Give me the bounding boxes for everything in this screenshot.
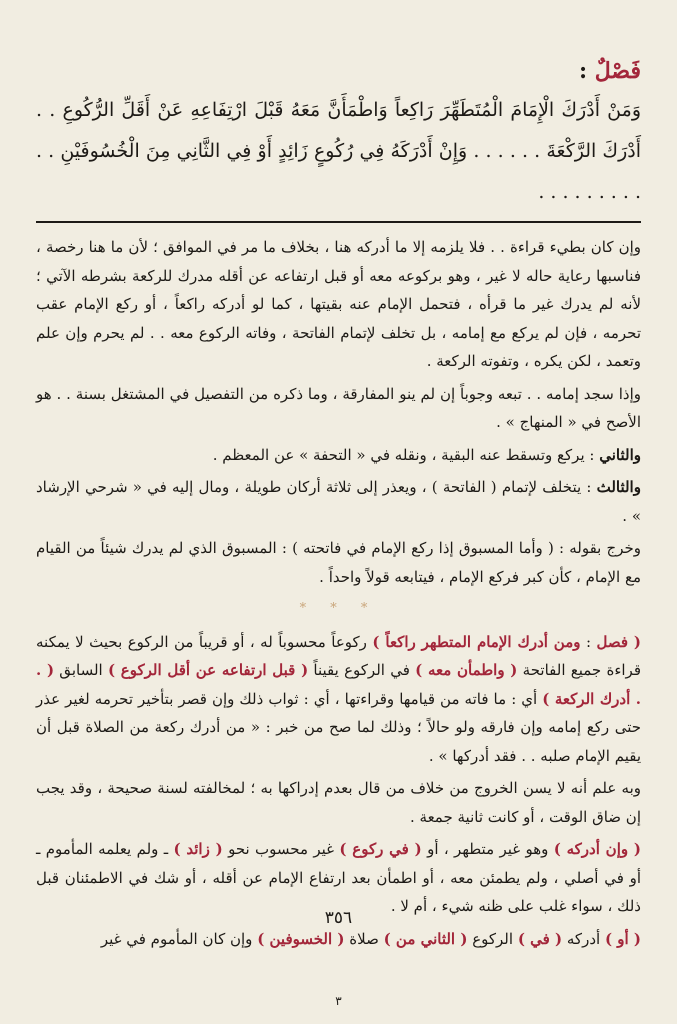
- sharh-fasl-paragraph: [36, 628, 641, 771]
- quoted-matn-6: ( في ركوع ): [339, 840, 422, 858]
- sharh-paragraph-4: [36, 473, 641, 530]
- sharh-seg-2: في الركوع يقيناً: [308, 661, 416, 679]
- sharh-seg-10: صلاة: [344, 929, 384, 948]
- sharh-fasl-colon: :: [585, 632, 592, 651]
- sharh-text-second: : يركع وتسقط عنه البقية ، ونقله في « التحفة » عن المعظم .: [212, 445, 595, 464]
- matn-fasl-colon: :: [578, 58, 588, 84]
- quoted-matn-7: ( زائد ): [173, 840, 223, 858]
- quoted-matn-11: ( الخسوفين ): [257, 929, 345, 948]
- matn-section: [36, 52, 641, 213]
- quoted-matn-5: ( وإن أدركه ): [553, 840, 642, 858]
- quoted-matn-9: ( في ): [517, 929, 563, 948]
- sharh-seg-6: غير محسوب نحو: [222, 840, 340, 858]
- quoted-matn-10: ( الثاني من ): [383, 929, 468, 948]
- matn-text: وَمَنْ أَدْرَكَ الْإِمَامَ الْمُتَطَهِّرَ رَاكِعاً وَاطْمَأَنَّ مَعَهُ قَبْلَ ارْتِفَاعِهِ عَنْ أَقَلِّ الرُّكُوعِ . . أَدْرَكَ الرَّكْعَةَ . . . . . . وَإِنْ أَدْرَكَهُ فِي رُكُوعٍ زَائِدٍ أَوْ فِي الثَّانِي مِنَ الْخُسُوفَيْنِ . . . . . . . . . . .: [36, 99, 641, 203]
- separator-rule: [36, 221, 641, 223]
- sharh-paragraph-7: وبه علم أنه لا يسن الخروج من خلاف من قال بعدم إدراكها به ؛ لمخالفته لسنة صحيحة ، وقد يجب إن ضاق الوقت ، أو كانت ثانية جمعة .: [36, 779, 641, 826]
- matn-fasl-heading: [36, 52, 641, 90]
- sharh-paragraph-9: [36, 925, 641, 954]
- sharh-paragraph-3: [36, 441, 641, 470]
- sharh-seg-11: وإن كان المأموم في غير: [100, 929, 258, 948]
- sharh-paragraph-5: وخرج بقوله : ( وأما المسبوق إذا ركع الإمام في فاتحته ) : المسبوق الذي لم يدرك شيئاً من القيام مع الإمام ، كأن كبر فركع الإمام ، فيتابعه قولاً واحداً .: [36, 539, 641, 586]
- sharh-seg-5: وهو غير متطهر ، أو: [421, 840, 554, 858]
- sharh-paragraph-2: وإذا سجد إمامه . . تبعه وجوباً إن لم ينو المفارقة ، وما ذكره من التفصيل في المشتغل بسنة . . هو الأصح في « المنهاج » .: [36, 384, 641, 431]
- sharh-paragraph-1: وإن كان بطيء قراءة . . فلا يلزمه إلا ما أدركه هنا ، بخلاف ما مر في الموافق ؛ لأن ما هنا رخصة ، فناسبها رعاية حاله لا غير ، وهو بركوعه معه أو قبل ارتفاعه عن أقله مدرك للركعة بشرطه الآتي ؛ لأنه لم يدرك غير ما قرأه ، فتحمل الإمام عنه بقيتها ، كما لو أدركه راكعاً ، أو ركع الإمام عقب تحرمه ، فإن لم يركع مع إمامه ، بل تخلف لإتمام الفاتحة ، وفاته الركوع معه . . لم يحرم وإن علم وتعمد ، لكن يكره ، وتفوته الركعة .: [36, 238, 641, 370]
- sharh-section: [36, 233, 641, 953]
- sharh-seg-7: ـ ولم يعلمه المأموم ـ أو في أصلي ، ولم يطمئن معه ، أو اطمأن بعد ارتفاع الإمام عن أقله ، أو شك في الاطمئنان قبل ذلك ، سواء غلب على ظنه شيء ، أم لا .: [36, 840, 641, 915]
- quoted-matn-4: ( . . أدرك الركعة ): [36, 661, 642, 708]
- sharh-fasl-label: ( فصل: [596, 632, 642, 651]
- matn-fasl-label: فَصْلٌ: [594, 58, 641, 84]
- sharh-seg-1: ركوعاً محسوباً له ، أو قريباً من الركوع بحيث لا يمكنه قراءة جميع الفاتحة: [36, 632, 641, 679]
- sharh-label-second: والثاني: [599, 445, 641, 464]
- page-number: ٣٥٦: [324, 908, 353, 928]
- quoted-matn-1: ومن أدرك الإمام المتطهر راكعاً ): [372, 632, 581, 651]
- sharh-seg-3: السابق: [54, 661, 108, 679]
- quoted-matn-2: ( واطمأن معه ): [415, 661, 518, 679]
- sharh-seg-4: أي : ما فاته من قيامها وقراءتها ، أي : ثواب ذلك وإن قصر بتأخير تحرمه لغير عذر حتى ركع إمامه وإن فارقه ولو حالاً ؛ وذلك لما صح من خبر : « من أدرك ركعة من الصلاة قبل أن يقيم الإمام صلبه . . فقد أدركها » .: [36, 689, 641, 765]
- section-stars-divider: * * *: [299, 601, 378, 616]
- quoted-matn-3: ( قبل ارتفاعه عن أقل الركوع ): [107, 661, 309, 679]
- sharh-label-third: والثالث: [596, 478, 641, 496]
- sharh-seg-9: الركوع: [467, 929, 518, 948]
- sharh-text-third: : يتخلف لإتمام ( الفاتحة ) ، ويعذر إلى ثلاثة أركان طويلة ، ومال إليه في « شرحي الإرشاد » .: [36, 478, 641, 525]
- footer-mark: ٣: [335, 994, 342, 1008]
- quoted-matn-8: ( أو ): [604, 929, 641, 948]
- sharh-seg-8: أدركه: [562, 929, 605, 948]
